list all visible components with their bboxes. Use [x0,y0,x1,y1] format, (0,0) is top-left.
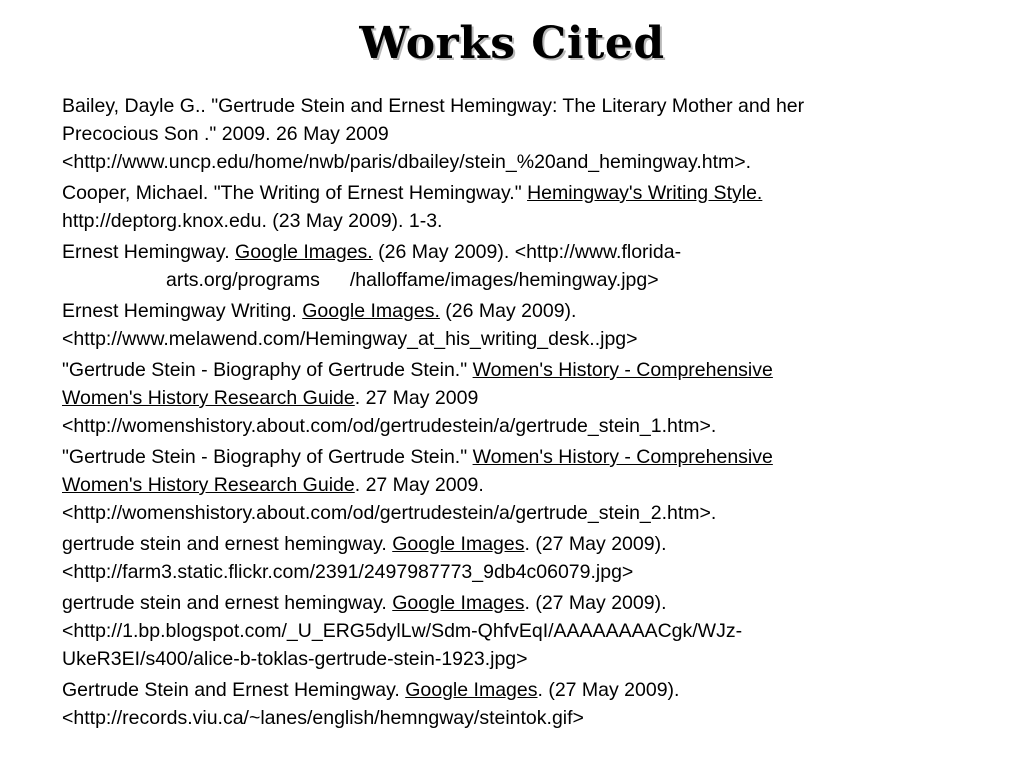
citation-entry [62,443,952,527]
citation-entry [62,238,952,294]
citation-source-title: Google Images [392,533,525,555]
citation-source-title: Google Images. [302,300,440,322]
citation-text: "Gertrude Stein - Biography of Gertrude Stein." [62,446,473,468]
citation-entry [62,356,952,440]
citation-source-title: Hemingway's Writing Style. [527,182,763,204]
citation-text: . (27 May 2009). [524,533,667,555]
works-cited-list [62,92,952,735]
citation-text: Gertrude Stein and Ernest Hemingway. [62,679,406,701]
citation-source-title: Women's History - Comprehensive [472,359,773,381]
citation-entry [62,589,952,673]
citation-text: Ernest Hemingway Writing. [62,300,303,322]
citation-url: arts.org/programs [166,269,320,291]
citation-line [62,384,952,412]
citation-url-line [100,266,952,294]
citation-source-title: Women's History - Comprehensive [472,446,773,468]
citation-url: <http://womenshistory.about.com/od/gertrudestein/a/gertrude_stein_2.htm>. [62,502,717,524]
citation-entry [62,676,952,732]
citation-entry [62,179,952,235]
citation-source-title: Google Images [405,679,538,701]
citation-text: http://deptorg.knox.edu. (23 May 2009). 1-3. [62,210,443,232]
citation-text: Precocious Son ." 2009. 26 May 2009 [62,123,389,145]
citation-line [62,471,952,499]
citation-text: . 27 May 2009. [354,474,484,496]
citation-text: . (27 May 2009). [537,679,680,701]
citation-text: (26 May 2009). <http://www.florida- [372,241,682,263]
citation-text: . (27 May 2009). [524,592,667,614]
citation-text: (26 May 2009). [439,300,577,322]
citation-url: /halloffame/images/hemingway.jpg> [349,269,659,291]
citation-url: <http://www.melawend.com/Hemingway_at_his_writing_desk..jpg> [62,328,638,350]
citation-url: <http://records.viu.ca/~lanes/english/hemngway/steintok.gif> [62,707,584,729]
citation-text: . 27 May 2009 [354,387,479,409]
citation-url: <http://www.uncp.edu/home/nwb/paris/dbailey/stein_%20and_hemingway.htm>. [62,151,752,173]
citation-url: UkeR3EI/s400/alice-b-toklas-gertrude-stein-1923.jpg> [62,648,528,670]
citation-text: Bailey, Dayle G.. "Gertrude Stein and Ernest Hemingway: The Literary Mother and her [62,95,805,117]
citation-entry [62,297,952,353]
citation-text: gertrude stein and ernest hemingway. [62,533,393,555]
citation-text: gertrude stein and ernest hemingway. [62,592,393,614]
citation-text: "Gertrude Stein - Biography of Gertrude Stein." [62,359,473,381]
citation-source-title: Google Images. [235,241,373,263]
citation-text: Ernest Hemingway. [62,241,236,263]
citation-source-title: Google Images [392,592,525,614]
citation-source-title: Women's History Research Guide [62,474,355,496]
page-title: Works Cited [359,18,665,69]
citation-entry [62,92,952,176]
citation-text: Cooper, Michael. "The Writing of Ernest Hemingway." [62,182,528,204]
citation-source-title: Women's History Research Guide [62,387,355,409]
citation-url: <http://farm3.static.flickr.com/2391/2497987773_9db4c06079.jpg> [62,561,634,583]
citation-url: <http://1.bp.blogspot.com/_U_ERG5dylLw/Sdm-QhfvEqI/AAAAAAAACgk/WJz- [62,620,743,642]
citation-url: <http://womenshistory.about.com/od/gertrudestein/a/gertrude_stein_1.htm>. [62,415,717,437]
citation-entry [62,530,952,586]
